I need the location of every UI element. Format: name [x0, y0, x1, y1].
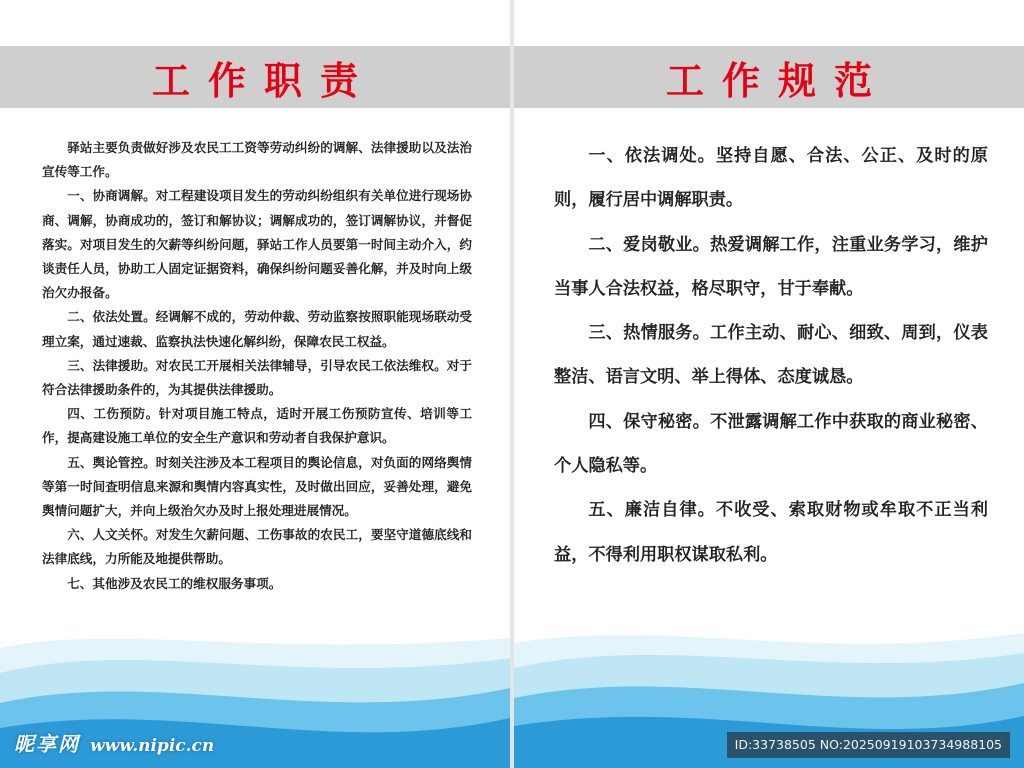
- right-body-text: [554, 134, 988, 577]
- right-panel: [514, 0, 1024, 768]
- left-header-band: [0, 46, 510, 108]
- right-paragraph: 二、爱岗敬业。热爱调解工作，注重业务学习，维护当事人合法权益，格尽职守，甘于奉献。: [554, 234, 988, 299]
- watermark-brand: 昵享网: [14, 732, 80, 756]
- left-paragraph: 驿站主要负责做好涉及农民工工资等劳动纠纷的调解、法律援助以及法治宣传等工作。: [42, 140, 472, 180]
- left-paragraph: 五、舆论管控。时刻关注涉及本工程项目的舆论信息，对负面的网络舆情等第一时间查明信息来源和舆情内容真实性，及时做出回应，妥善处理，避免舆情问题扩大，并向上级治欠办及时上报处理进展情况。: [42, 454, 472, 519]
- left-title: 工作职责: [151, 58, 376, 103]
- right-paragraph: 三、热情服务。工作主动、耐心、细致、周到，仪表整洁、语言文明、举上得体、态度诚恳。: [554, 323, 988, 388]
- right-paragraph: 四、保守秘密。不泄露调解工作中获取的商业秘密、个人隐私等。: [554, 411, 988, 477]
- right-paragraph: 五、廉洁自律。不收受、索取财物或牟取不正当利益，不得利用职权谋取私利。: [554, 500, 988, 565]
- left-paragraph: 七、其他涉及农民工的维权服务事项。: [67, 575, 282, 591]
- right-paragraph: 一、依法调处。坚持自愿、合法、公正、及时的原则，履行居中调解职责。: [554, 146, 988, 211]
- left-paragraph: 六、人文关怀。对发生欠薪问题、工伤事故的农民工，要坚守道德底线和法律底线，力所能及地提供帮助。: [42, 527, 472, 567]
- left-paragraph: 一、协商调解。对工程建设项目发生的劳动纠纷组织有关单位进行现场协商、调解，协商成功的，签订和解协议；调解成功的，签订调解协议，并督促落实。对项目发生的欠薪等纠纷问题，驿站工作人员要第一时间主动介入，约谈责任人员，协助工人固定证据资料，确保纠纷问题妥善化解，并及时向上级治欠办报备。: [42, 188, 472, 301]
- right-header-band: [514, 46, 1024, 108]
- right-title: 工作规范: [665, 58, 890, 103]
- left-body-text: [42, 136, 472, 596]
- left-paragraph: 四、工伤预防。针对项目施工特点，适时开展工伤预防宣传、培训等工作，提高建设施工单位的安全生产意识和劳动者自我保护意识。: [42, 406, 472, 446]
- watermark: [14, 728, 214, 756]
- watermark-site: www.nipic.cn: [90, 736, 215, 756]
- left-paragraph: 二、依法处置。经调解不成的，劳动仲裁、劳动监察按照职能现场联动受理立案，通过速裁、监察执法快速化解纠纷，保障农民工权益。: [42, 309, 472, 349]
- image-id-label: ID:33738505 NO:20250919103734988105: [727, 732, 1010, 758]
- left-paragraph: 三、法律援助。对农民工开展相关法律辅导，引导农民工依法维权。对于符合法律援助条件的，为其提供法律援助。: [42, 357, 472, 398]
- left-panel: [0, 0, 510, 768]
